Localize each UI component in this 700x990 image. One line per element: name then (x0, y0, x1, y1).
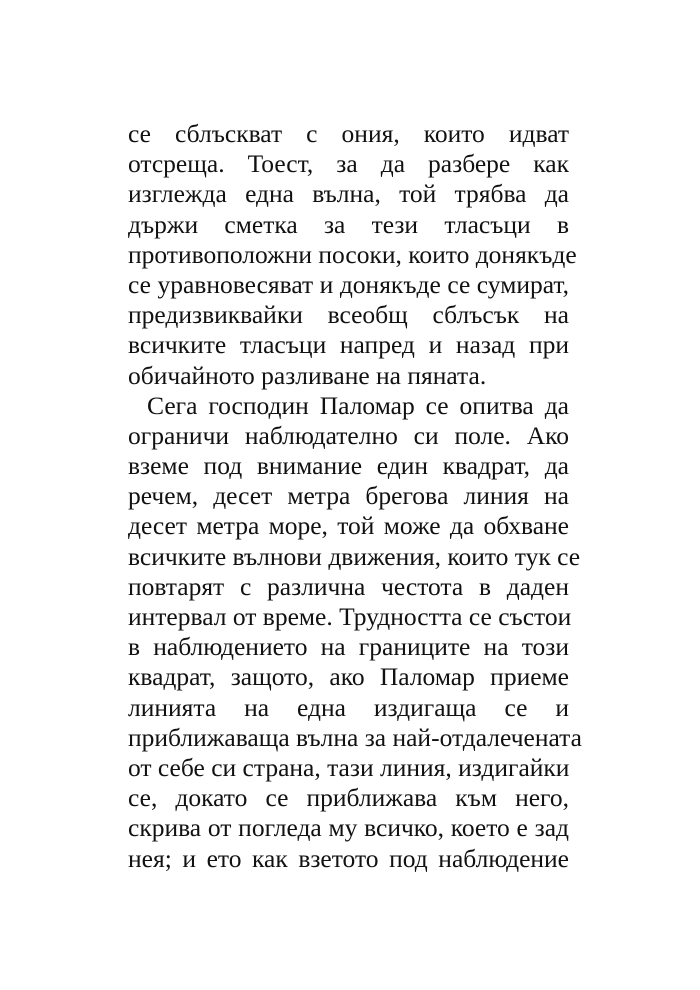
text-line: изглежда една вълна, той трябва да (128, 179, 569, 209)
text-line: речем, десет метра бреговa линия на (128, 481, 569, 511)
text-line: държи сметка за тези тласъци в (128, 209, 569, 239)
text-line: в наблюдението на границите на този (128, 632, 569, 662)
text-line: интервал от време. Трудността се състои (128, 602, 572, 631)
text-line: всичките вълнови движения, които тук се (128, 541, 581, 571)
paragraph-1 (128, 119, 577, 391)
text-line: се, докато се приближава към него, (128, 783, 569, 813)
text-line: нея; и ето как взетото под наблюдение (128, 843, 569, 873)
paragraph-2 (128, 390, 582, 874)
text-line: приближаваща вълна за най-отдалечената (128, 722, 582, 752)
page-body-text (128, 119, 582, 874)
text-line: отсреща. Тоест, за да разбере как (128, 149, 569, 179)
text-line: десет метра море, той може да обхване (128, 511, 569, 541)
text-line: повтарят с различна честота в даден (128, 571, 569, 601)
text-line: се уравновесяват и донякъде се сумират, (128, 269, 569, 299)
text-line: линията на една издигаща се и (128, 692, 569, 722)
text-line: обичайното разливане на пяната. (128, 360, 487, 390)
text-line: Сега господин Паломар се опитва да (147, 390, 569, 420)
text-line: от себе си страна, тази линия, издигайки (128, 752, 570, 782)
text-line: всичките тласъци напред и назад при (128, 330, 569, 360)
text-line: ограничи наблюдателно си поле. Ако (128, 420, 569, 450)
text-line: противоположни посоки, които донякъде (128, 239, 577, 269)
text-line: предизвиквайки всеобщ сблъсък на (128, 300, 569, 330)
text-line: скрива от погледа му всичко, което е зад (128, 813, 569, 843)
text-line: квадрат, защото, ако Паломар приеме (128, 662, 569, 692)
text-line: вземе под внимание един квадрат, да (128, 451, 569, 481)
text-line: се сблъскват с ония, които идват (128, 119, 569, 148)
